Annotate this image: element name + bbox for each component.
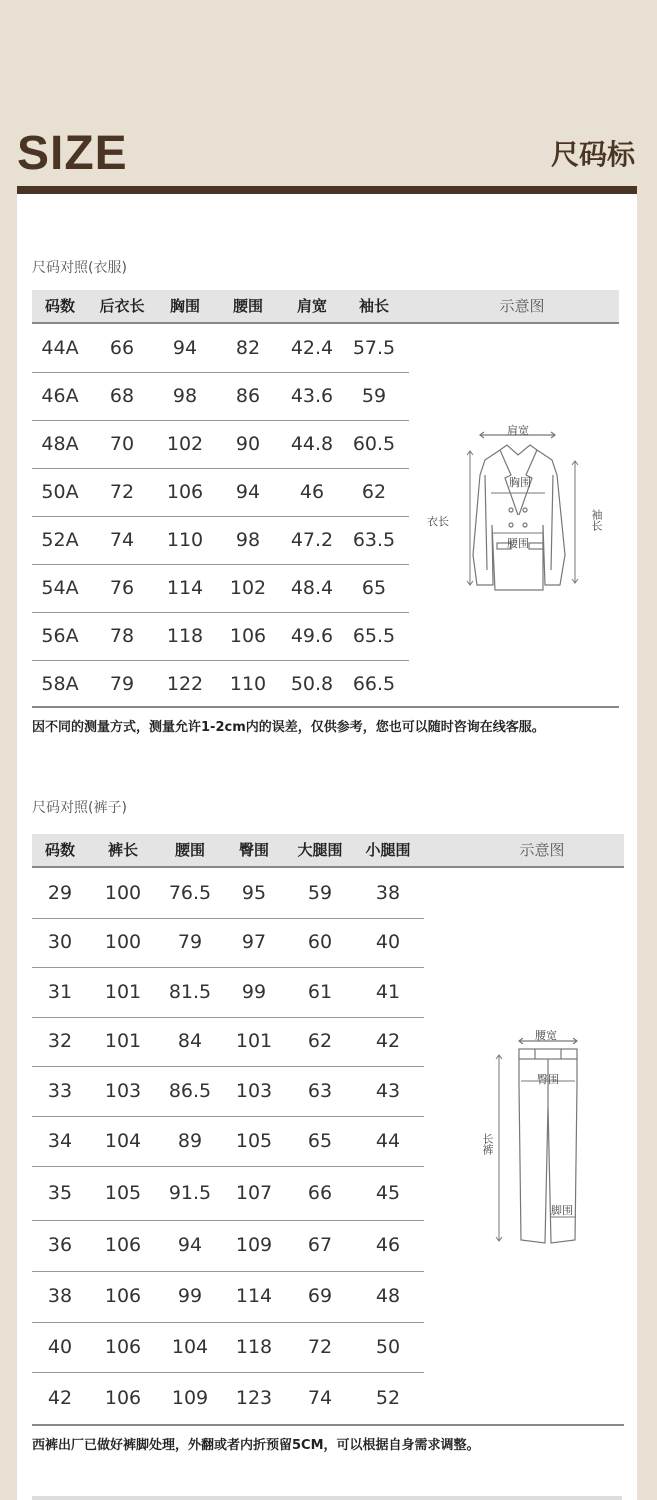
- jacket-label-length: 衣长: [427, 515, 449, 528]
- pants-header-length: 裤长: [107, 841, 138, 859]
- jacket-cell-size: 54A: [41, 577, 79, 599]
- jacket-cell-sleeve: 65.5: [352, 625, 396, 647]
- size-title: SIZE: [17, 127, 128, 180]
- pants-cell-waist: 81.5: [168, 981, 212, 1003]
- jacket-note: 因不同的测量方式，测量允许1-2cm内的误差，仅供参考，您也可以随时咨询在线客服。: [32, 720, 545, 735]
- jacket-label-sleeve: 袖长: [590, 509, 603, 531]
- pants-table-row: [32, 1017, 424, 1067]
- jacket-table-row: [32, 420, 409, 469]
- jacket-cell-waist: 94: [235, 481, 261, 503]
- pants-label-waist: 腰宽: [535, 1029, 557, 1042]
- pants-cell-length: 106: [104, 1387, 142, 1409]
- pants-table-row: [32, 1166, 424, 1221]
- pants-table-row: [32, 1116, 424, 1167]
- jacket-cell-sleeve: 59: [361, 385, 387, 407]
- pants-cell-waist: 94: [177, 1234, 203, 1256]
- pants-cell-size: 38: [47, 1285, 73, 1307]
- pants-cell-waist: 109: [171, 1387, 209, 1409]
- jacket-table-row: [32, 468, 409, 517]
- pants-cell-calf: 46: [375, 1234, 401, 1256]
- jacket-cell-back-length: 78: [109, 625, 135, 647]
- pants-table-row: [32, 1372, 424, 1424]
- pants-header-waist: 腰围: [174, 841, 205, 859]
- jacket-cell-waist: 110: [229, 673, 267, 695]
- jacket-table-row: [32, 564, 409, 613]
- jacket-cell-shoulder: 49.6: [290, 625, 334, 647]
- jacket-header-chest: 胸围: [169, 297, 200, 315]
- pants-cell-size: 35: [47, 1182, 73, 1204]
- pants-cell-hip: 99: [241, 981, 267, 1003]
- jacket-cell-chest: 98: [172, 385, 198, 407]
- pants-cell-calf: 52: [375, 1387, 401, 1409]
- pants-cell-length: 101: [104, 1030, 142, 1052]
- pants-cell-thigh: 66: [307, 1182, 333, 1204]
- jacket-illustration: [425, 415, 615, 605]
- jacket-cell-size: 48A: [41, 433, 79, 455]
- pants-cell-size: 30: [47, 931, 73, 953]
- jacket-diagram: [425, 415, 615, 605]
- pants-cell-calf: 38: [375, 882, 401, 904]
- jacket-cell-waist: 90: [235, 433, 261, 455]
- pants-note: 西裤出厂已做好裤脚处理，外翻或者内折预留5CM，可以根据自身需求调整。: [32, 1438, 480, 1453]
- pants-cell-thigh: 67: [307, 1234, 333, 1256]
- pants-cell-calf: 40: [375, 931, 401, 953]
- pants-cell-calf: 45: [375, 1182, 401, 1204]
- jacket-label-shoulder: 肩宽: [507, 424, 529, 437]
- jacket-table-row: [32, 324, 409, 373]
- pants-cell-thigh: 63: [307, 1080, 333, 1102]
- pants-cell-thigh: 72: [307, 1336, 333, 1358]
- jacket-table-row: [32, 372, 409, 421]
- pants-cell-waist: 79: [177, 931, 203, 953]
- pants-cell-hip: 123: [235, 1387, 273, 1409]
- pants-label-length: 长裤: [481, 1133, 494, 1155]
- pants-cell-length: 100: [104, 931, 142, 953]
- pants-header-thigh: 大腿围: [297, 841, 343, 859]
- jacket-cell-shoulder: 44.8: [290, 433, 334, 455]
- pants-cell-length: 106: [104, 1285, 142, 1307]
- jacket-cell-size: 44A: [41, 337, 79, 359]
- jacket-cell-chest: 110: [166, 529, 204, 551]
- pants-cell-hip: 109: [235, 1234, 273, 1256]
- jacket-cell-sleeve: 57.5: [352, 337, 396, 359]
- pants-cell-hip: 103: [235, 1080, 273, 1102]
- pants-table-bottom-rule: [32, 1424, 624, 1426]
- jacket-cell-size: 56A: [41, 625, 79, 647]
- pants-cell-calf: 43: [375, 1080, 401, 1102]
- pants-table-header: [32, 834, 624, 868]
- pants-diagram: [475, 1025, 605, 1250]
- pants-section-label: 尺码对照(裤子): [32, 800, 127, 816]
- pants-cell-hip: 101: [235, 1030, 273, 1052]
- jacket-cell-size: 58A: [41, 673, 79, 695]
- pants-cell-waist: 84: [177, 1030, 203, 1052]
- jacket-label-waist: 腰围: [507, 537, 529, 550]
- pants-cell-calf: 50: [375, 1336, 401, 1358]
- jacket-cell-chest: 106: [166, 481, 204, 503]
- pants-label-hip: 臀围: [537, 1073, 559, 1086]
- jacket-header-shoulder: 肩宽: [296, 297, 327, 315]
- pants-cell-size: 36: [47, 1234, 73, 1256]
- pants-cell-thigh: 69: [307, 1285, 333, 1307]
- jacket-cell-size: 46A: [41, 385, 79, 407]
- pants-cell-length: 100: [104, 882, 142, 904]
- pants-cell-waist: 99: [177, 1285, 203, 1307]
- jacket-cell-back-length: 70: [109, 433, 135, 455]
- jacket-cell-size: 50A: [41, 481, 79, 503]
- pants-header-diagram: 示意图: [519, 841, 565, 859]
- jacket-cell-back-length: 68: [109, 385, 135, 407]
- next-section-edge: [32, 1496, 622, 1500]
- jacket-header-waist: 腰围: [232, 297, 263, 315]
- pants-cell-thigh: 74: [307, 1387, 333, 1409]
- jacket-table-header: [32, 290, 619, 324]
- jacket-cell-waist: 102: [229, 577, 267, 599]
- pants-cell-thigh: 59: [307, 882, 333, 904]
- header: [0, 0, 657, 200]
- jacket-cell-shoulder: 47.2: [290, 529, 334, 551]
- pants-cell-hip: 118: [235, 1336, 273, 1358]
- pants-cell-length: 106: [104, 1336, 142, 1358]
- pants-cell-waist: 89: [177, 1130, 203, 1152]
- pants-cell-hip: 95: [241, 882, 267, 904]
- pants-cell-size: 33: [47, 1080, 73, 1102]
- size-chart-title: 尺码标: [550, 138, 635, 171]
- pants-cell-hip: 105: [235, 1130, 273, 1152]
- jacket-header-sleeve: 袖长: [358, 297, 389, 315]
- pants-cell-length: 104: [104, 1130, 142, 1152]
- jacket-cell-chest: 118: [166, 625, 204, 647]
- jacket-cell-sleeve: 65: [361, 577, 387, 599]
- pants-table-row: [32, 1322, 424, 1373]
- jacket-cell-sleeve: 62: [361, 481, 387, 503]
- pants-header-calf: 小腿围: [365, 841, 411, 859]
- jacket-cell-back-length: 74: [109, 529, 135, 551]
- jacket-cell-back-length: 79: [109, 673, 135, 695]
- pants-cell-calf: 42: [375, 1030, 401, 1052]
- pants-cell-calf: 48: [375, 1285, 401, 1307]
- pants-table-row: [32, 1220, 424, 1272]
- jacket-cell-shoulder: 42.4: [290, 337, 334, 359]
- pants-table-row: [32, 1066, 424, 1117]
- pants-header-hip: 臀围: [238, 841, 269, 859]
- pants-cell-size: 31: [47, 981, 73, 1003]
- jacket-table-bottom-rule: [32, 706, 619, 708]
- jacket-cell-shoulder: 50.8: [290, 673, 334, 695]
- pants-cell-hip: 114: [235, 1285, 273, 1307]
- pants-cell-hip: 97: [241, 931, 267, 953]
- jacket-cell-shoulder: 43.6: [290, 385, 334, 407]
- jacket-cell-back-length: 72: [109, 481, 135, 503]
- jacket-cell-waist: 82: [235, 337, 261, 359]
- pants-label-hem: 脚围: [551, 1204, 573, 1217]
- jacket-header-size: 码数: [44, 297, 75, 315]
- pants-cell-length: 103: [104, 1080, 142, 1102]
- jacket-cell-sleeve: 66.5: [352, 673, 396, 695]
- jacket-cell-chest: 122: [166, 673, 204, 695]
- pants-table-row: [32, 868, 424, 919]
- jacket-cell-shoulder: 48.4: [290, 577, 334, 599]
- pants-cell-hip: 107: [235, 1182, 273, 1204]
- pants-cell-calf: 41: [375, 981, 401, 1003]
- pants-cell-calf: 44: [375, 1130, 401, 1152]
- jacket-cell-size: 52A: [41, 529, 79, 551]
- pants-cell-length: 106: [104, 1234, 142, 1256]
- pants-cell-waist: 86.5: [168, 1080, 212, 1102]
- jacket-cell-back-length: 76: [109, 577, 135, 599]
- jacket-cell-chest: 114: [166, 577, 204, 599]
- pants-cell-thigh: 62: [307, 1030, 333, 1052]
- pants-cell-thigh: 60: [307, 931, 333, 953]
- pants-cell-length: 101: [104, 981, 142, 1003]
- pants-cell-size: 42: [47, 1387, 73, 1409]
- pants-cell-thigh: 65: [307, 1130, 333, 1152]
- pants-cell-size: 29: [47, 882, 73, 904]
- jacket-label-chest: 胸围: [509, 476, 531, 489]
- pants-cell-waist: 76.5: [168, 882, 212, 904]
- pants-table-row: [32, 918, 424, 968]
- jacket-cell-sleeve: 60.5: [352, 433, 396, 455]
- jacket-header-diagram: 示意图: [499, 297, 545, 315]
- jacket-cell-waist: 106: [229, 625, 267, 647]
- pants-header-size: 码数: [44, 841, 75, 859]
- pants-cell-waist: 104: [171, 1336, 209, 1358]
- jacket-table-row: [32, 612, 409, 661]
- pants-cell-size: 34: [47, 1130, 73, 1152]
- jacket-cell-waist: 98: [235, 529, 261, 551]
- pants-table-row: [32, 967, 424, 1018]
- pants-table-row: [32, 1271, 424, 1323]
- pants-cell-thigh: 61: [307, 981, 333, 1003]
- jacket-cell-sleeve: 63.5: [352, 529, 396, 551]
- jacket-cell-chest: 94: [172, 337, 198, 359]
- jacket-cell-waist: 86: [235, 385, 261, 407]
- header-divider: [17, 186, 637, 194]
- jacket-header-back-length: 后衣长: [99, 297, 145, 315]
- jacket-section-label: 尺码对照(衣服): [32, 260, 127, 276]
- pants-cell-waist: 91.5: [168, 1182, 212, 1204]
- pants-cell-length: 105: [104, 1182, 142, 1204]
- jacket-cell-chest: 102: [166, 433, 204, 455]
- jacket-table-row: [32, 660, 409, 708]
- pants-cell-size: 32: [47, 1030, 73, 1052]
- jacket-table-row: [32, 516, 409, 565]
- pants-cell-size: 40: [47, 1336, 73, 1358]
- jacket-cell-shoulder: 46: [299, 481, 325, 503]
- jacket-cell-back-length: 66: [109, 337, 135, 359]
